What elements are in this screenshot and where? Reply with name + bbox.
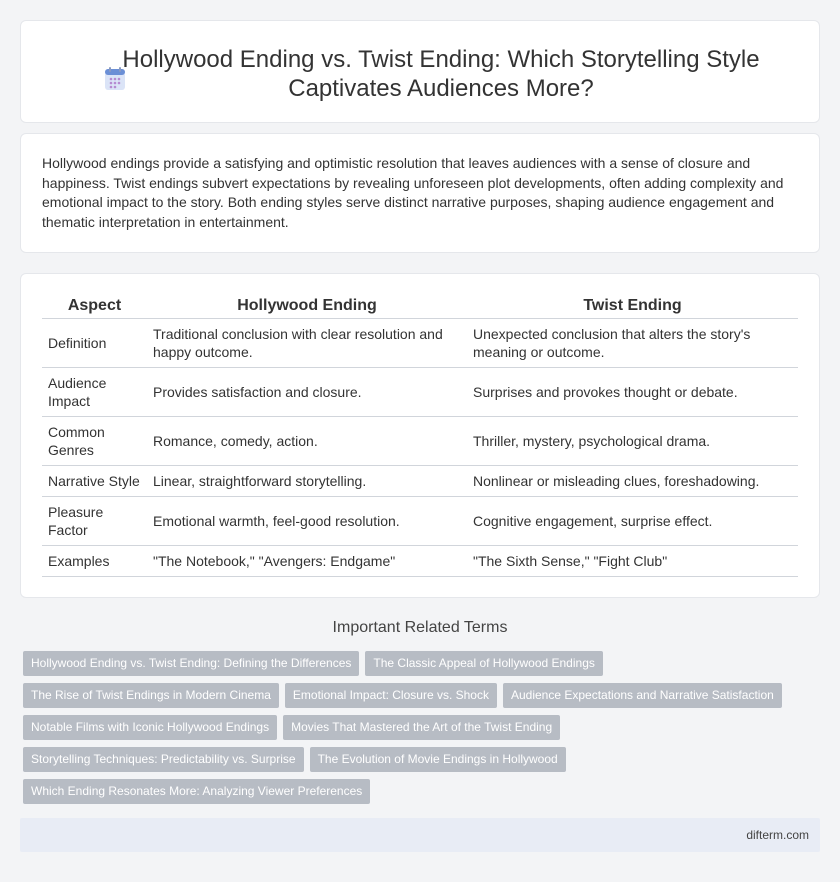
related-term-tag[interactable]: Emotional Impact: Closure vs. Shock [285, 683, 497, 708]
tag-row [23, 683, 803, 715]
table-cell-aspect: Pleasure Factor [42, 496, 147, 545]
comparison-card [20, 273, 820, 598]
table-cell-aspect: Narrative Style [42, 465, 147, 496]
comparison-table [42, 294, 798, 577]
table-row [42, 416, 798, 465]
table-cell-aspect: Audience Impact [42, 367, 147, 416]
related-term-tag[interactable]: Hollywood Ending vs. Twist Ending: Defining the Differences [23, 651, 359, 676]
table-cell: "The Notebook," "Avengers: Endgame" [147, 545, 467, 576]
table-cell-aspect: Examples [42, 545, 147, 576]
table-cell: Provides satisfaction and closure. [147, 367, 467, 416]
table-cell: Unexpected conclusion that alters the story's meaning or outcome. [467, 318, 798, 367]
related-term-tag[interactable]: The Classic Appeal of Hollywood Endings [365, 651, 602, 676]
table-cell: Traditional conclusion with clear resolution and happy outcome. [147, 318, 467, 367]
related-term-tag[interactable]: The Evolution of Movie Endings in Hollywood [310, 747, 566, 772]
intro-paragraph: Hollywood endings provide a satisfying and optimistic resolution that leaves audiences with a sense of closure and happiness. Twist endings subvert expectations by revealing unforeseen plot developments, often adding complexity and emotional impact to the story. Both ending styles serve distinct narrative purposes, shaping audience engagement and thematic interpretation in entertainment. [42, 155, 784, 230]
related-term-tag[interactable]: Notable Films with Iconic Hollywood Endings [23, 715, 277, 740]
related-term-tag[interactable]: Audience Expectations and Narrative Satisfaction [503, 683, 782, 708]
table-cell: Surprises and provokes thought or debate. [467, 367, 798, 416]
tag-row [23, 779, 803, 811]
table-row [42, 496, 798, 545]
table-cell-aspect: Common Genres [42, 416, 147, 465]
tag-row [23, 747, 803, 779]
footer [20, 818, 820, 852]
column-header: Aspect [42, 294, 147, 318]
table-cell: Cognitive engagement, surprise effect. [467, 496, 798, 545]
related-term-tag[interactable]: Movies That Mastered the Art of the Twist Ending [283, 715, 560, 740]
table-row [42, 367, 798, 416]
table-cell: Emotional warmth, feel-good resolution. [147, 496, 467, 545]
column-header: Twist Ending [467, 294, 798, 318]
related-term-tag[interactable]: Which Ending Resonates More: Analyzing Viewer Preferences [23, 779, 370, 804]
table-cell-aspect: Definition [42, 318, 147, 367]
related-terms-heading: Important Related Terms [332, 619, 508, 636]
table-cell: Thriller, mystery, psychological drama. [467, 416, 798, 465]
column-header: Hollywood Ending [147, 294, 467, 318]
page-title: Hollywood Ending vs. Twist Ending: Which Storytelling Style Captivates Audiences More? [122, 46, 760, 102]
table-header-row [42, 294, 798, 318]
related-term-tag[interactable]: The Rise of Twist Endings in Modern Cinema [23, 683, 279, 708]
header-card [20, 20, 820, 123]
title-wrap [21, 21, 821, 124]
tag-row [23, 715, 803, 747]
related-term-tag[interactable]: Storytelling Techniques: Predictability vs. Surprise [23, 747, 304, 772]
table-cell: "The Sixth Sense," "Fight Club" [467, 545, 798, 576]
intro-card [20, 133, 820, 253]
table-cell: Nonlinear or misleading clues, foreshadowing. [467, 465, 798, 496]
tag-row [23, 651, 803, 683]
table-row [42, 545, 798, 576]
table-row [42, 465, 798, 496]
table-cell: Romance, comedy, action. [147, 416, 467, 465]
table-cell: Linear, straightforward storytelling. [147, 465, 467, 496]
related-terms-list [23, 651, 803, 811]
footer-site-link[interactable]: difterm.com [746, 828, 809, 842]
table-row [42, 318, 798, 367]
